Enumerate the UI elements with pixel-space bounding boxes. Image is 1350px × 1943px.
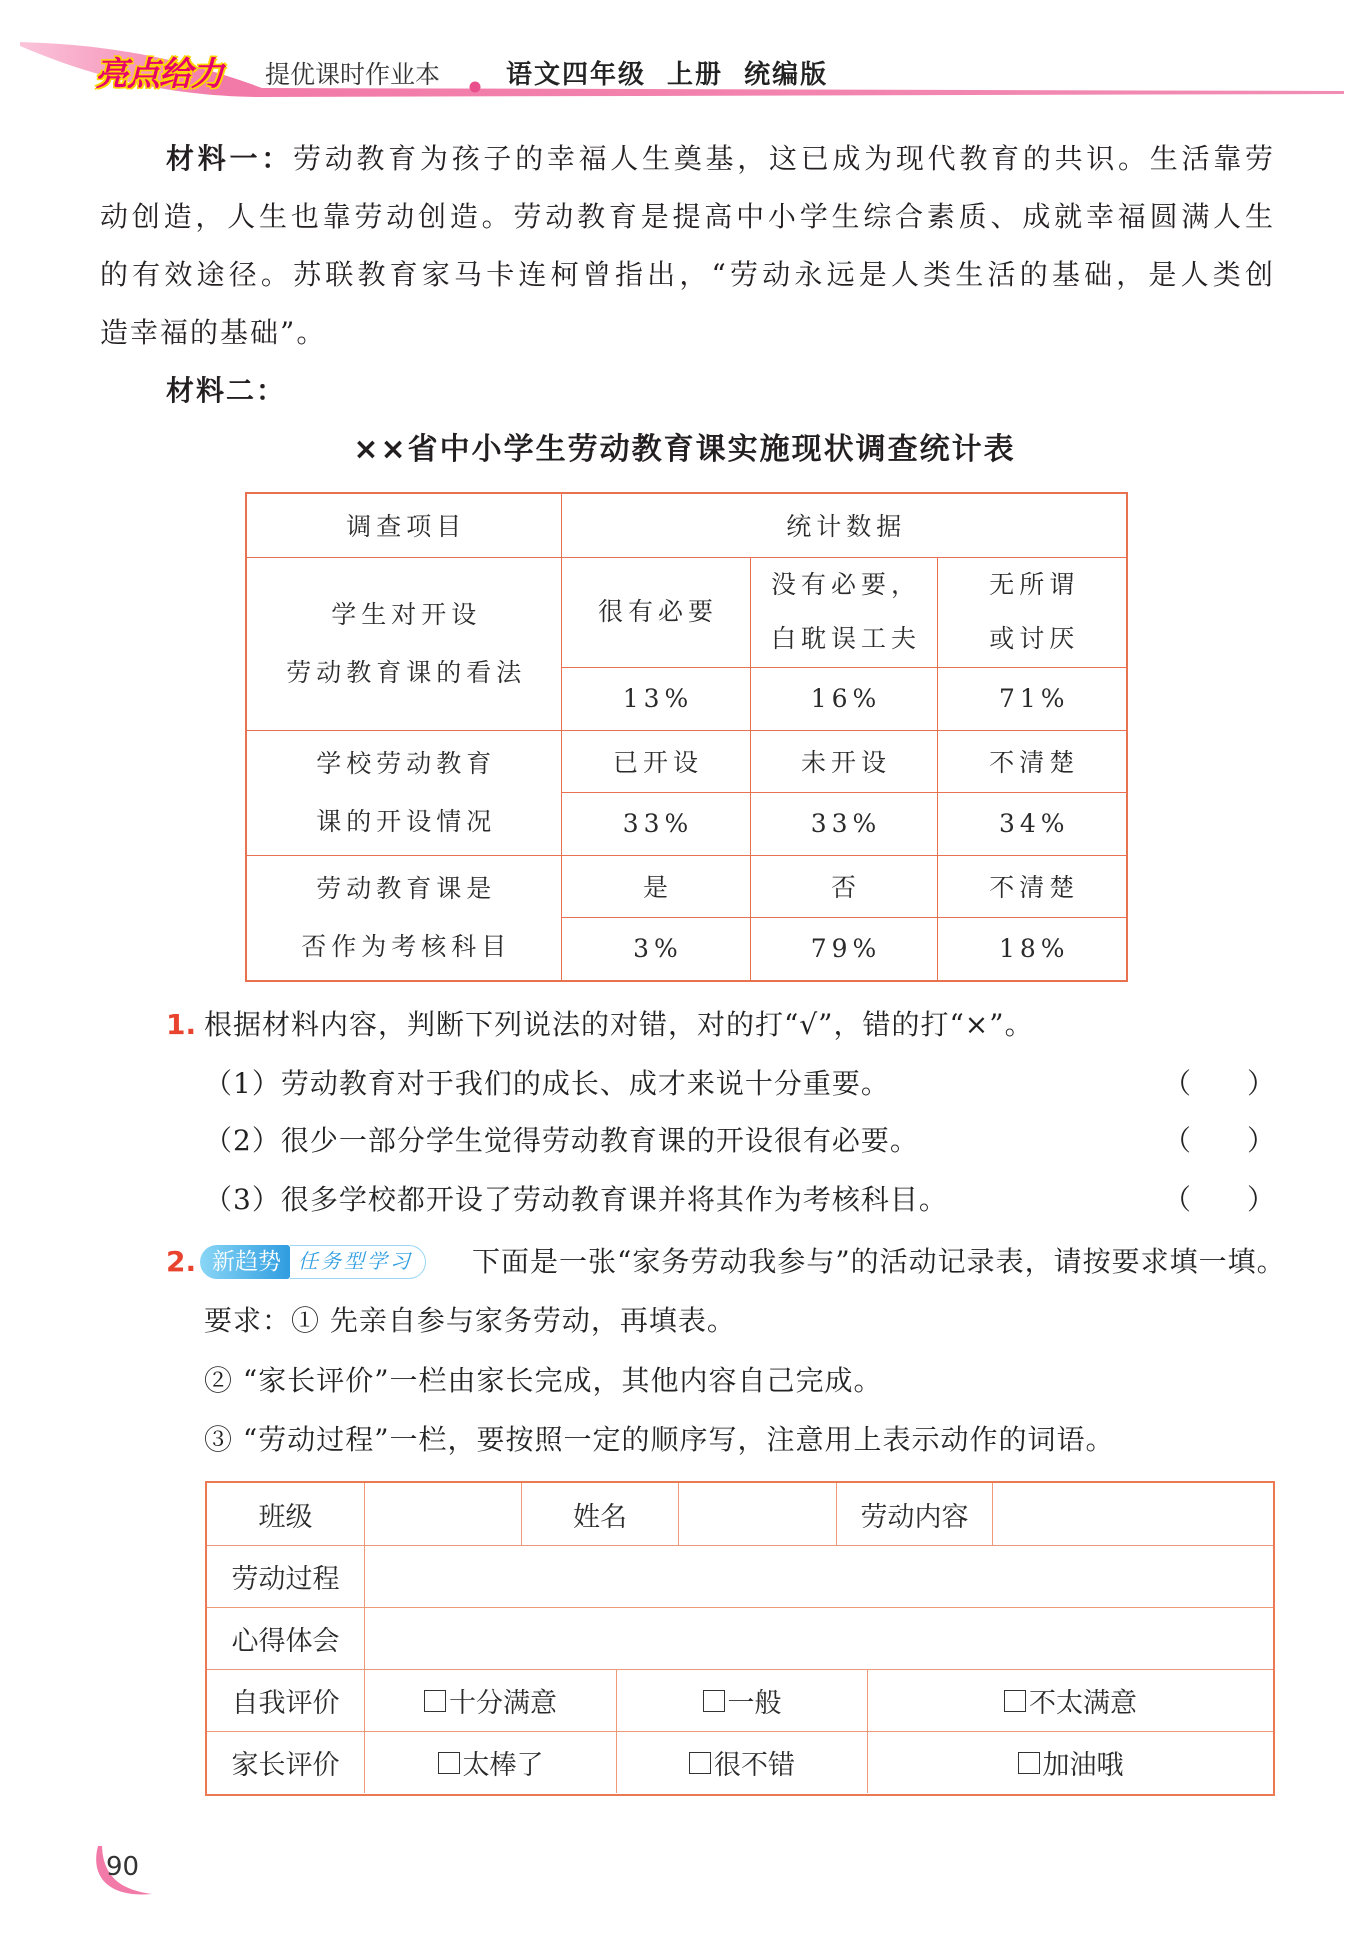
material-one-paragraph [100,130,1275,362]
survey-option-cell: 已开设 [561,730,750,792]
survey-option-cell [750,557,937,667]
trend-badge-label: 新趋势 [200,1245,290,1279]
option-label: 加油哦 [1042,1750,1124,1781]
name-label: 姓名 [521,1483,678,1545]
question-2-prompt: 下面是一张“家务劳动我参与”的活动记录表，请按要求填一填。 [472,1245,1286,1278]
checkbox[interactable] [1018,1752,1040,1774]
checkbox[interactable] [1004,1690,1026,1712]
survey-value-cell: 71% [937,667,1127,730]
survey-item-attitude [246,557,561,730]
question-1-prompt: 根据材料内容，判断下列说法的对错，对的打“√”，错的打“×”。 [204,1008,1034,1041]
class-label: 班级 [258,1501,313,1533]
item-statement [204,1059,890,1109]
material-one-label: 材料一： [166,142,293,175]
parent-eval-option-cell [616,1732,867,1793]
survey-option-cell [561,557,750,667]
self-eval-option-not-satisfied[interactable] [1004,1681,1137,1720]
form-row-parent-evaluation [207,1731,1273,1793]
material-one-line [100,130,1275,188]
page-number-swoosh-decoration [0,1820,200,1920]
survey-value-cell: 33% [561,792,750,855]
survey-option-cell: 是 [561,855,750,917]
survey-item-offering [246,730,561,855]
labor-process-label: 劳动过程 [231,1564,340,1595]
survey-option-line: 或讨厌 [989,624,1080,653]
answer-blank-3[interactable]: （ ） [1162,1183,1275,1216]
survey-value-cell: 34% [937,792,1127,855]
form-row-reflection [207,1607,1273,1669]
survey-option-line: 无所谓 [989,570,1080,599]
item-index: （1） [204,1067,281,1100]
survey-option-cell: 否 [750,855,937,917]
survey-options-row [246,557,1127,667]
survey-item-line: 否作为考核科目 [301,931,512,961]
self-eval-option-cell [364,1670,616,1731]
page-number: 90 [106,1852,140,1882]
survey-option-line: 很有必要 [597,597,718,626]
name-input-cell[interactable] [678,1483,836,1545]
survey-table-title: ××省中小学生劳动教育课实施现状调查统计表 [353,432,1016,467]
survey-option-cell: 不清楚 [937,855,1127,917]
answer-blank-2[interactable]: （ ） [1162,1124,1275,1157]
survey-option-cell [937,557,1127,667]
survey-value-cell: 16% [750,667,937,730]
self-eval-label: 自我评价 [231,1688,340,1719]
series-title: 提优课时作业本 [265,60,441,89]
question-1-item-1 [204,1059,1275,1109]
option-label: 太棒了 [462,1750,544,1781]
form-row-basic-info [207,1483,1273,1545]
reflection-label: 心得体会 [231,1626,340,1657]
parent-eval-option-cell [364,1732,616,1793]
survey-header-data: 统计数据 [561,493,1127,557]
labor-content-label: 劳动内容 [836,1483,992,1545]
survey-item-line: 课的开设情况 [316,806,497,836]
form-row-self-evaluation [207,1669,1273,1731]
option-label: 很不错 [714,1750,795,1781]
option-label: 十分满意 [449,1688,557,1719]
class-input-cell[interactable] [364,1483,521,1545]
survey-header-item: 调查项目 [246,493,561,557]
survey-option-cell: 未开设 [750,730,937,792]
parent-eval-option-cell [867,1732,1273,1793]
item-index: （2） [204,1124,281,1157]
self-eval-option-average[interactable] [703,1681,782,1720]
question-2-number: 2. [166,1245,197,1278]
question-1-item-2 [204,1116,1275,1166]
survey-option-line: 没有必要， [770,570,921,599]
survey-value-cell: 79% [750,917,937,981]
parent-eval-option-great[interactable] [438,1743,544,1782]
checkbox[interactable] [438,1752,460,1774]
parent-eval-option-good[interactable] [689,1743,795,1782]
self-eval-option-cell [616,1670,867,1731]
material-one-text: 劳动教育为孩子的幸福人生奠基，这已成为现代教育的共识。生活靠劳 [292,142,1275,175]
survey-value-cell: 13% [561,667,750,730]
item-index: （3） [204,1183,281,1216]
requirement-1: 要求：① 先亲自参与家务劳动，再填表。 [204,1304,736,1337]
requirement-2: ② “家长评价”一栏由家长完成，其他内容自己完成。 [204,1364,883,1397]
survey-item-line: 学校劳动教育 [316,748,497,778]
option-label: 不太满意 [1029,1688,1137,1719]
labor-content-input-cell[interactable] [992,1483,1273,1545]
item-text: 劳动教育对于我们的成长、成才来说十分重要。 [280,1067,890,1100]
subject-grade-edition: 语文四年级 上册 统编版 [506,60,829,90]
material-one-line: 造幸福的基础”。 [100,316,327,349]
survey-value-cell: 18% [937,917,1127,981]
item-text: 很少一部分学生觉得劳动教育课的开设很有必要。 [280,1124,919,1157]
survey-item-assessment [246,855,561,981]
checkbox[interactable] [689,1752,711,1774]
parent-eval-label: 家长评价 [231,1750,340,1781]
survey-options-row [246,730,1127,792]
survey-value-cell: 33% [750,792,937,855]
requirement-3: ③ “劳动过程”一栏，要按照一定的顺序写，注意用上表示动作的词语。 [204,1423,1115,1456]
survey-header-row [246,493,1127,557]
survey-value-cell: 3% [561,917,750,981]
checkbox[interactable] [703,1690,725,1712]
housework-record-form [205,1481,1275,1796]
answer-blank-1[interactable]: （ ） [1162,1067,1275,1100]
self-eval-option-cell [867,1670,1273,1731]
material-one-line: 的有效途径。苏联教育家马卡连柯曾指出，“劳动永远是人类生活的基础，是人类创 [100,258,1275,291]
item-text: 很多学校都开设了劳动教育课并将其作为考核科目。 [280,1183,948,1216]
survey-option-line: 白耽误工夫 [770,624,921,653]
survey-item-line: 学生对开设 [331,599,482,629]
form-row-process [207,1545,1273,1607]
survey-item-line: 劳动教育课的看法 [286,657,527,687]
brand-logo: 亮点给力 [95,54,223,93]
question-1-number: 1. [166,1008,197,1041]
survey-statistics-table [245,492,1128,982]
trend-badge [200,1245,426,1279]
survey-options-row [246,855,1127,917]
option-label: 一般 [727,1688,782,1719]
self-eval-option-very-satisfied[interactable] [424,1681,557,1720]
reflection-input-cell[interactable] [364,1608,1273,1669]
item-statement [204,1175,948,1225]
labor-process-input-cell[interactable] [364,1546,1273,1607]
task-learning-tag: 任务型学习 [290,1245,426,1279]
parent-eval-option-keep-going[interactable] [1018,1743,1124,1782]
survey-option-cell: 不清楚 [937,730,1127,792]
material-two-label: 材料二： [166,374,287,407]
material-one-line: 动创造，人生也靠劳动创造。劳动教育是提高中小学生综合素质、成就幸福圆满人生 [100,200,1275,233]
survey-item-line: 劳动教育课是 [316,873,497,903]
checkbox[interactable] [424,1690,446,1712]
item-statement [204,1116,919,1166]
question-1-item-3 [204,1175,1275,1225]
